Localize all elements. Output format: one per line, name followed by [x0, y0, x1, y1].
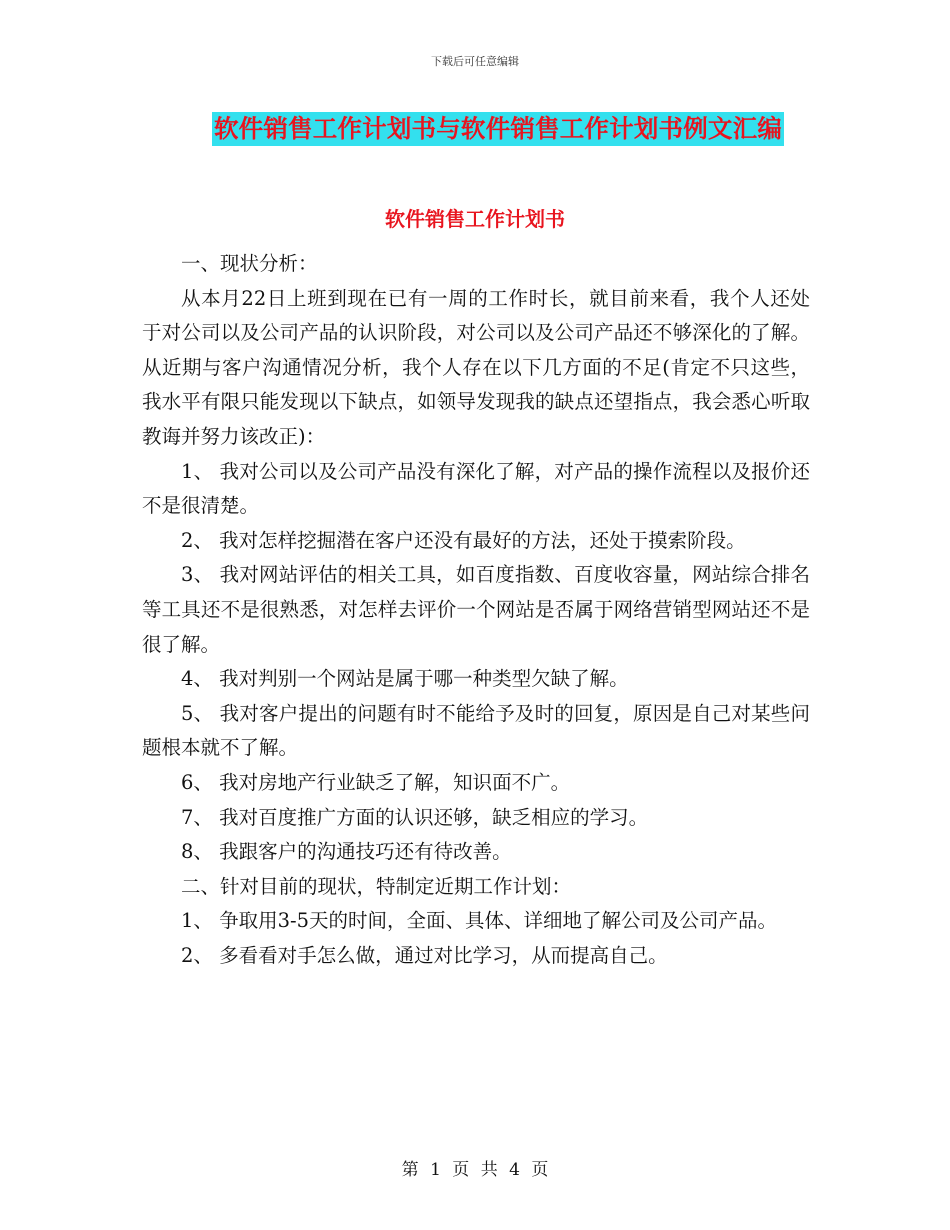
- paragraph-section-1-heading: 一、现状分析：: [181, 252, 318, 275]
- document-main-title: 软件销售工作计划书与软件销售工作计划书例文汇编: [212, 112, 784, 146]
- main-title-container: [0, 112, 950, 146]
- paragraph-item-3: 3、 我对网站评估的相关工具，如百度指数、百度收容量，网站综合排名等工具还不是很熟悉，对怎样去评价一个网站是否属于网络营销型网站还不是很了解。: [142, 563, 810, 656]
- paragraph-intro: 从本月22日上班到现在已有一周的工作时长，就目前来看，我个人还处于对公司以及公司产品的认识阶段，对公司以及公司产品还不够深化的了解。从近期与客户沟通情况分析，我个人存在以下几方面的不足(肯定不只这些，我水平有限只能发现以下缺点，如领导发现我的缺点还望指点，我会悉心听取教诲并努力该改正)：: [142, 286, 810, 448]
- paragraph-item-6: 6、 我对房地产行业缺乏了解，知识面不广。: [181, 770, 571, 794]
- paragraph-item-4: 4、 我对判别一个网站是属于哪一种类型欠缺了解。: [181, 667, 629, 691]
- paragraph-item-5: 5、 我对客户提出的问题有时不能给予及时的回复，原因是自己对某些问题根本就不了解。: [142, 701, 810, 760]
- document-sub-title: 软件销售工作计划书: [385, 207, 565, 231]
- paragraph-item-7: 7、 我对百度推广方面的认识还够，缺乏相应的学习。: [181, 805, 649, 829]
- document-body: [142, 247, 810, 973]
- paragraph-item-8: 8、 我跟客户的沟通技巧还有待改善。: [181, 840, 512, 864]
- paragraph-plan-2: 2、 多看看对手怎么做，通过对比学习，从而提高自己。: [181, 943, 668, 967]
- paragraph-item-2: 2、 我对怎样挖掘潜在客户还没有最好的方法，还处于摸索阶段。: [181, 528, 746, 552]
- paragraph-plan-1: 1、 争取用3-5天的时间，全面、具体、详细地了解公司及公司产品。: [181, 909, 778, 933]
- paragraph-section-2-heading: 二、针对目前的现状，特制定近期工作计划：: [181, 874, 572, 898]
- paragraph-item-1: 1、 我对公司以及公司产品没有深化了解，对产品的操作流程以及报价还不是很清楚。: [142, 459, 810, 518]
- page-number-footer: 第 1 页 共 4 页: [401, 1160, 549, 1180]
- page-header-note: 下载后可任意编辑: [431, 55, 519, 68]
